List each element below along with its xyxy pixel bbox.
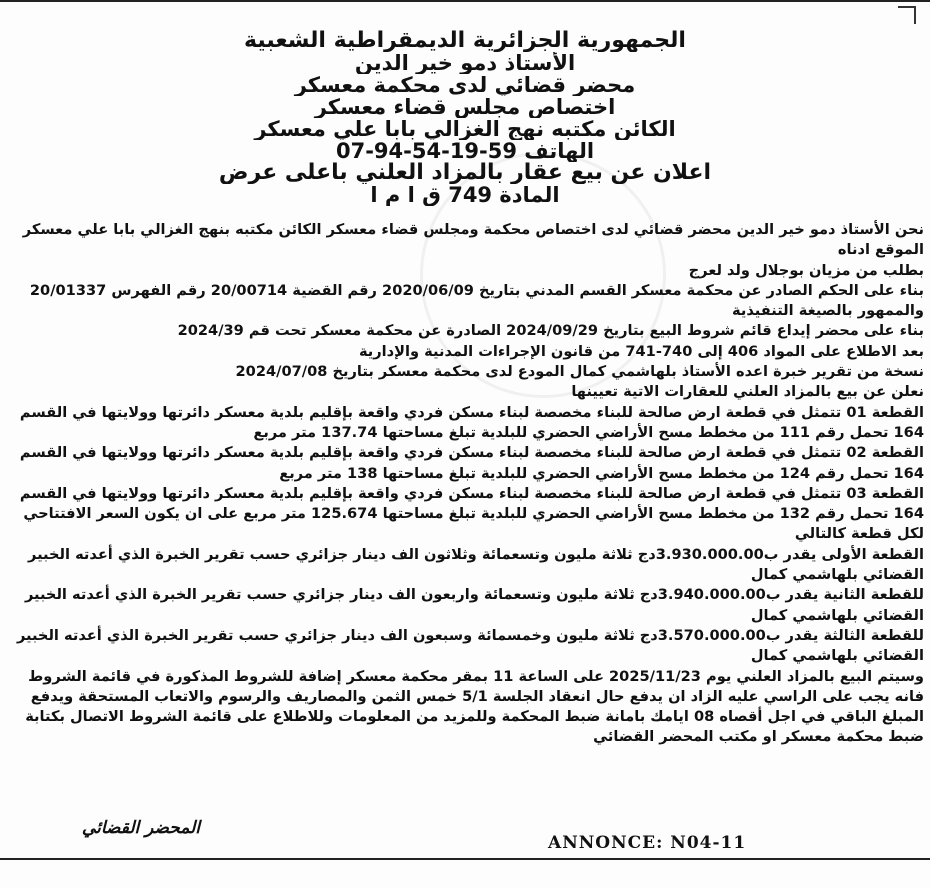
- body-intro: نحن الأستاذ دمو خير الدين محضر قضائي لدى اختصاص محكمة ومجلس قضاء معسكر الكائن مكتبه بنهج الغزالي بابا علي معسكر الموقع ادناه: [22, 221, 924, 259]
- body-articles: بعد الاطلاع على المواد 406 إلى 740-741 من قانون الإجراءات المدنية والإدارية: [358, 342, 924, 360]
- bailiff-signature: المحضر القضائي: [81, 818, 200, 838]
- header-article: المادة 749 ق ا م ا: [370, 184, 560, 206]
- header-jurisdiction: اختصاص مجلس قضاء معسكر: [314, 96, 616, 118]
- body-plot-2: القطعة 02 تتمثل في قطعة ارض صالحة للبناء مخصصة لبناء مسكن فردي واقعة بإقليم بلدية معسكر دائرتها وولايتها في القسم 164 تحمل رقم 124 من مخطط مسح الأراضي الحضري للبلدية تبلغ مساحتها 138 متر مربع: [19, 444, 924, 482]
- header-court: محضر قضائي لدى محكمة معسكر: [294, 74, 636, 96]
- header-address: الكائن مكتبه نهج الغزالي بابا علي معسكر: [254, 118, 676, 140]
- body-sale-terms: وسيتم البيع بالمزاد العلني يوم 2025/11/23 على الساعة 11 بمقر محكمة معسكر إضافة للشروط المذكورة في قائمة الشروط فانه يجب على الراسي عليه الزاد ان يدفع حال انعقاد الجلسة 5/1 خمس الثمن والمصاريف والرسوم والاتعاب المستحقة ويدفع المبلغ الباقي في اجل أقصاه 08 ايامك بامانة ضبط المحكمة وللمزيد من المعلومات وللاطلاع على قائمة الشروط الاتصال بكتابة ضبط محكمة معسكر او مكتب المحضر القضائي: [25, 667, 924, 746]
- header-title: اعلان عن بيع عقار بالمزاد العلني باعلى عرض: [218, 162, 712, 184]
- body-price-1: القطعة الأولى يقدر ب3.930.000.00دج ثلاثة مليون وتسعمائة وثلاثون الف دينار جزائري حسب تقرير الخبرة الذي أعدته الخبير القضائي بلهاشمي كمال: [28, 545, 924, 584]
- corner-mark: [898, 6, 916, 24]
- body-judgment: بناء على الحكم الصادر عن محكمة معسكر القسم المدني بتاريخ 2020/06/09 رقم القضية 20/00714 رقم الفهرس 20/01337 والممهور بالصيغة التنفيذية: [29, 281, 924, 320]
- bottom-divider: [0, 858, 930, 860]
- annonce-number: ANNONCE: N04-11: [548, 833, 747, 853]
- announcement-header: [40, 30, 890, 206]
- body-expertise: نسخة من تقرير خبرة اعده الأستاذ بلهاشمي كمال المودع لدى محكمة معسكر بتاريخ 2024/07/08: [235, 363, 924, 381]
- header-bailiff-name: الأستاذ دمو خير الدين: [354, 52, 576, 74]
- body-plot-3: القطعة 03 تتمثل في قطعة ارض صالحة للبناء مخصصة لبناء مسكن فردي واقعة بإقليم بلدية معسكر دائرتها وولايتها في القسم 164 تحمل رقم 132 من مخطط مسح الأراضي الحضري للبلدية تبلغ مساحتها 125.674 متر مربع على ان يكون السعر الافتتاحي لكل قطعة كالتالي: [19, 484, 924, 543]
- body-price-3: للقطعة الثالثة يقدر ب3.570.000.00دج ثلاثة مليون وخمسمائة وسبعون الف دينار جزائري حسب تقرير الخبرة الذي أعدته الخبير القضائي بلهاشمي كمال: [16, 626, 924, 665]
- body-requester: بطلب من مزيان بوجلال ولد لعرج: [688, 261, 924, 279]
- body-plot-1: القطعة 01 تتمثل في قطعة ارض صالحة للبناء مخصصة لبناء مسكن فردي واقعة بإقليم بلدية معسكر دائرتها وولايتها في القسم 164 تحمل رقم 111 من مخطط مسح الأراضي الحضري للبلدية تبلغ مساحتها 137.74 متر مربع: [19, 403, 924, 441]
- header-republic: الجمهورية الجزائرية الديمقراطية الشعبية: [244, 30, 686, 52]
- announcement-body: [6, 220, 924, 748]
- body-price-2: للقطعة الثانية يقدر ب3.940.000.00دج ثلاثة مليون وتسعمائة واربعون الف دينار جزائري حسب تقرير الخبرة الذي أعدته الخبير القضائي بلهاشمي كمال: [24, 586, 924, 624]
- header-phone: الهاتف 59-19-54-94-07: [335, 140, 595, 162]
- body-deposit: بناء على محضر إيداع قائم شروط البيع بتاريخ 2024/09/29 الصادرة عن محكمة معسكر تحت قم 2024/39: [177, 322, 924, 340]
- body-sale-notice: نعلن عن بيع بالمزاد العلني للعقارات الاتية تعيينها: [571, 383, 924, 401]
